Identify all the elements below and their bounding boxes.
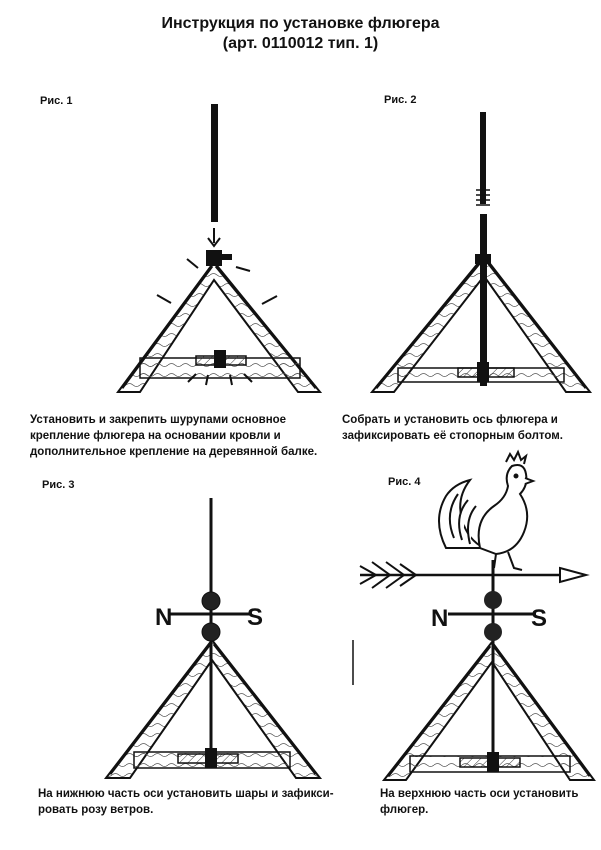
base-mount	[206, 228, 232, 266]
figure-3-caption	[38, 786, 334, 818]
caption-line: Собрать и установить ось флюгера и	[342, 414, 558, 426]
figure-2-label: Рис. 2	[384, 94, 417, 106]
base-mount	[475, 254, 491, 264]
caption-line: крепление флюгера на основании кровли и	[30, 430, 281, 442]
caption-line: флюгер.	[380, 804, 429, 816]
upper-ball	[484, 591, 502, 609]
lower-ball	[484, 623, 502, 641]
south-letter: S	[247, 604, 264, 631]
caption-line: дополнительное крепление на деревянной балке.	[30, 446, 318, 458]
axis-lower	[480, 214, 487, 386]
caption-line: Установить и закрепить шурупами основное	[30, 414, 287, 426]
rooster-icon	[439, 452, 533, 570]
lower-ball	[202, 623, 220, 641]
caption-line: ровать розу ветров.	[38, 804, 154, 816]
figure-1-drawing	[118, 104, 320, 392]
figure-2-drawing	[372, 112, 590, 392]
south-letter: S	[531, 605, 548, 632]
figure-4-caption	[380, 786, 579, 818]
document-title: Инструкция по установке флюгера	[161, 15, 440, 32]
north-letter: N	[155, 604, 173, 631]
caption-line: На верхнюю часть оси установить	[380, 788, 579, 800]
north-letter: N	[431, 605, 449, 632]
caption-line: На нижнюю часть оси установить шары и зафикси-	[38, 788, 334, 800]
figure-2-caption	[342, 412, 563, 444]
document-subtitle: (арт. 0110012 тип. 1)	[222, 35, 379, 52]
figure-3-drawing	[106, 498, 320, 778]
figure-3-label: Рис. 3	[42, 479, 75, 491]
figure-4-drawing	[360, 452, 594, 780]
figure-1-label: Рис. 1	[40, 95, 73, 107]
axis-rod	[211, 104, 218, 222]
caption-line: зафиксировать её стопорным болтом.	[342, 430, 563, 442]
weather-arrow	[360, 562, 586, 588]
figure-4-label: Рис. 4	[388, 476, 421, 488]
roof-frame	[118, 262, 320, 392]
figure-1-caption	[30, 412, 317, 460]
upper-ball	[202, 592, 220, 610]
